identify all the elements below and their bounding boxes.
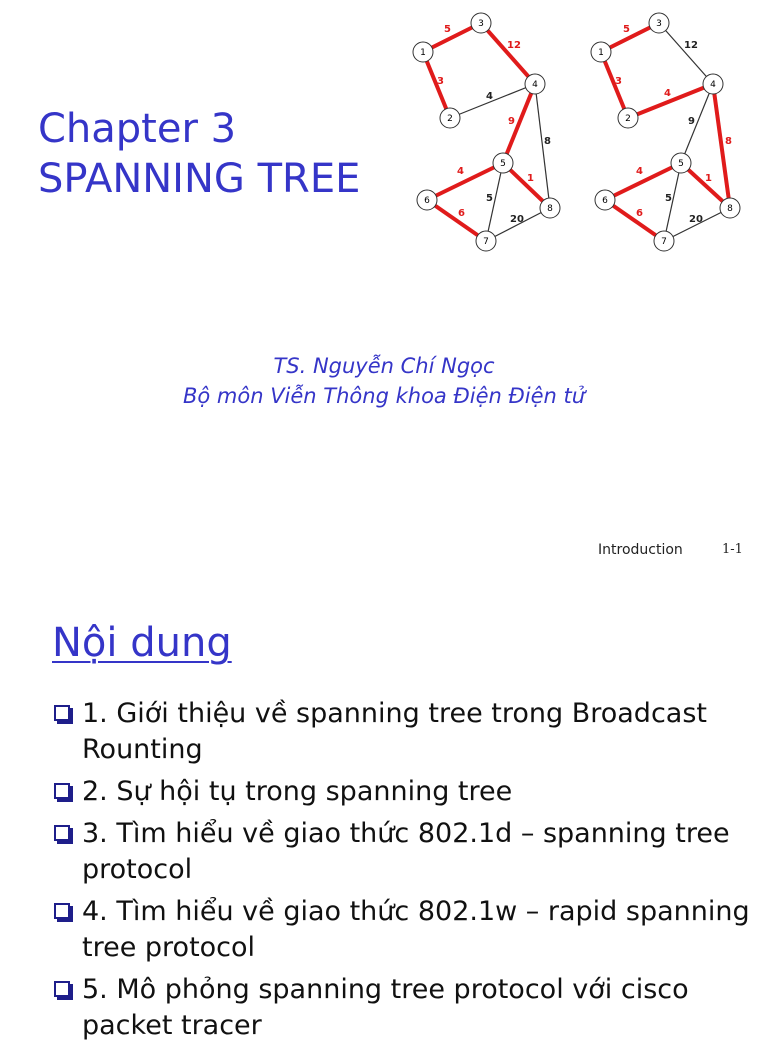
node-label: 6 — [602, 196, 608, 206]
contents-list — [52, 696, 752, 1050]
list-item-text: 5. Mô phỏng spanning tree protocol với cisco packet tracer — [82, 974, 689, 1041]
graph-right — [591, 13, 740, 251]
node-label: 6 — [424, 196, 430, 206]
node-label: 8 — [727, 204, 733, 214]
weight-6-7: 6 — [636, 208, 643, 219]
edge-3-4 — [659, 23, 713, 84]
square-bullet-icon — [54, 903, 70, 919]
square-bullet-icon — [54, 705, 70, 721]
node-label: 8 — [547, 204, 553, 214]
node-label: 5 — [500, 159, 506, 169]
list-item-text: 4. Tìm hiểu về giao thức 802.1w – rapid spanning tree protocol — [82, 896, 750, 963]
weight-5-7: 5 — [665, 193, 672, 204]
weight-4-5: 9 — [688, 116, 695, 127]
edge-6-7 — [605, 200, 664, 241]
node-label: 2 — [625, 114, 631, 124]
contents-title[interactable]: Nội dung — [52, 620, 232, 666]
weight-5-7: 5 — [486, 193, 493, 204]
weight-4-8: 8 — [725, 136, 732, 147]
edge-6-7 — [427, 200, 486, 241]
node-label: 2 — [447, 114, 453, 124]
node-label: 3 — [478, 19, 484, 29]
title-line-chapter: Chapter 3 — [38, 106, 237, 152]
node-label: 7 — [483, 237, 489, 247]
node-label: 1 — [420, 48, 426, 58]
weight-6-5: 4 — [636, 166, 643, 177]
weight-2-4: 4 — [486, 91, 493, 102]
node-label: 4 — [710, 80, 716, 90]
weight-4-8: 8 — [544, 136, 551, 147]
node-label: 4 — [532, 80, 538, 90]
list-item — [52, 972, 752, 1044]
square-bullet-icon — [54, 825, 70, 841]
title-line-topic: SPANNING TREE — [38, 156, 361, 202]
footer-section: Introduction — [598, 542, 683, 558]
list-item-text: 2. Sự hội tụ trong spanning tree — [82, 776, 513, 807]
list-item-text: 3. Tìm hiểu về giao thức 802.1d – spanning tree protocol — [82, 818, 730, 885]
footer-page-number: 1-1 — [722, 542, 743, 557]
weight-1-2: 3 — [615, 76, 622, 87]
graph-left — [413, 13, 560, 251]
weight-7-8: 20 — [689, 214, 703, 225]
weight-7-8: 20 — [510, 214, 524, 225]
weight-4-5: 9 — [508, 116, 515, 127]
node-label: 1 — [598, 48, 604, 58]
weight-6-5: 4 — [457, 166, 464, 177]
weight-1-2: 3 — [437, 76, 444, 87]
author-department: Bộ môn Viễn Thông khoa Điện Điện tử — [182, 384, 586, 408]
weight-1-3: 5 — [444, 24, 451, 35]
node-label: 7 — [661, 237, 667, 247]
list-item — [52, 894, 752, 966]
weight-1-3: 5 — [623, 24, 630, 35]
square-bullet-icon — [54, 783, 70, 799]
weight-3-4: 12 — [684, 40, 698, 51]
weight-5-8: 1 — [705, 173, 712, 184]
node-label: 5 — [678, 159, 684, 169]
author-name: TS. Nguyễn Chí Ngọc — [273, 354, 495, 378]
list-item — [52, 774, 752, 810]
spanning-tree-graphs — [0, 0, 768, 270]
list-item — [52, 816, 752, 888]
weight-6-7: 6 — [458, 208, 465, 219]
weight-5-8: 1 — [527, 173, 534, 184]
edge-3-4 — [481, 23, 535, 84]
contents-slide — [0, 578, 768, 1041]
list-item — [52, 696, 752, 768]
weight-3-4: 12 — [507, 40, 521, 51]
node-label: 3 — [656, 19, 662, 29]
weight-2-4: 4 — [664, 88, 671, 99]
list-item-text: 1. Giới thiệu về spanning tree trong Broadcast Rounting — [82, 698, 707, 765]
square-bullet-icon — [54, 981, 70, 997]
